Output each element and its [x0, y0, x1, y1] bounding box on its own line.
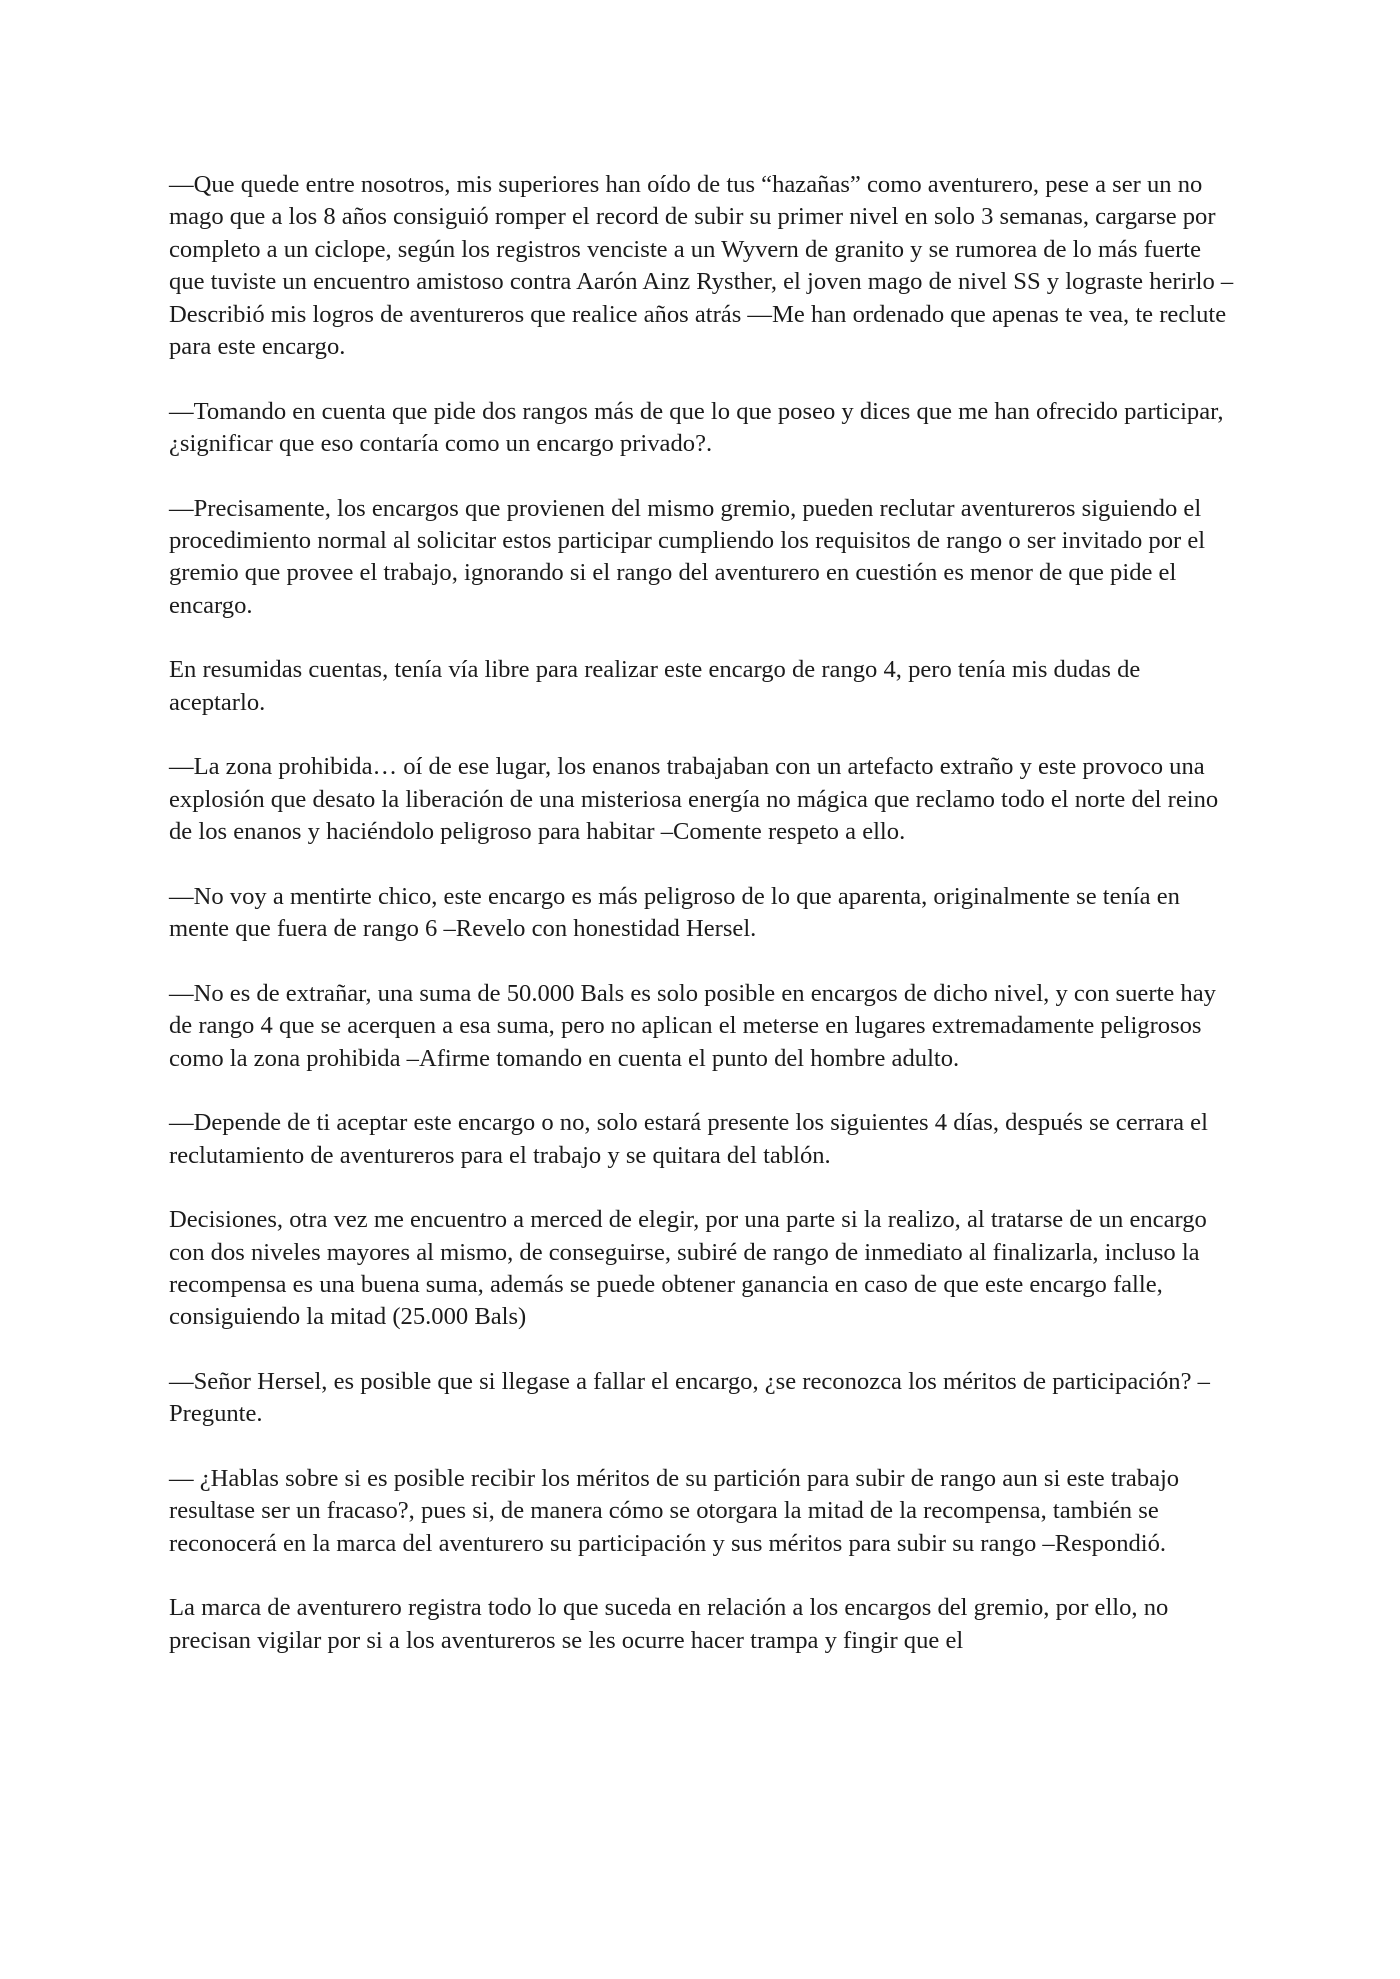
paragraph: —Señor Hersel, es posible que si llegase a fallar el encargo, ¿se reconozca los méritos de participación? –Pregunte. [169, 1368, 1210, 1428]
paragraph: En resumidas cuentas, tenía vía libre para realizar este encargo de rango 4, pero tenía mis dudas de aceptarlo. [169, 656, 1141, 716]
paragraph: —Tomando en cuenta que pide dos rangos más de que lo que poseo y dices que me han ofrecido participar, ¿significar que eso contaría como un encargo privado?. [169, 397, 1224, 458]
paragraph: —Que quede entre nosotros, mis superiores han oído de tus “hazañas” como aventurero, pese a ser un no mago que a los 8 años consiguió romper el record de subir su primer nivel en solo 3 semanas, cargarse por completo a un ciclope, según los registros venciste a un Wyvern de granito y se rumorea de lo más fuerte que tuviste un encuentro amistoso contra Aarón Ainz Rysther, el joven mago de nivel SS y lograste herirlo –Describió mis logros de aventureros que realice años atrás —Me han ordenado que apenas te vea, te reclute para este encargo. [169, 171, 1234, 361]
body-text [169, 169, 1239, 1657]
paragraph: — ¿Hablas sobre si es posible recibir los méritos de su partición para subir de rango aun si este trabajo resultase ser un fracaso?, pues si, de manera cómo se otorgara la mitad de la recompensa, también se reconocerá en la marca del aventurero su participación y sus méritos para subir su rango –Respondió. [169, 1465, 1180, 1557]
paragraph: —La zona prohibida… oí de ese lugar, los enanos trabajaban con un artefacto extraño y este provoco una explosión que desato la liberación de una misteriosa energía no mágica que reclamo todo el norte del reino de los enanos y haciéndolo peligroso para habitar –Comente respeto a ello. [169, 753, 1219, 846]
paragraph: Decisiones, otra vez me encuentro a merced de elegir, por una parte si la realizo, al tratarse de un encargo con dos niveles mayores al mismo, de conseguirse, subiré de rango de inmediato al finalizarla, incluso la recompensa es una buena suma, además se puede obtener ganancia en caso de que este encargo falle, consiguiendo la mitad (25.000 Bals) [169, 1206, 1207, 1331]
paragraph: —No voy a mentirte chico, este encargo es más peligroso de lo que aparenta, originalmente se tenía en mente que fuera de rango 6 –Revelo con honestidad Hersel. [169, 882, 1180, 943]
paragraph: —Depende de ti aceptar este encargo o no, solo estará presente los siguientes 4 días, después se cerrara el reclutamiento de aventureros para el trabajo y se quitara del tablón. [169, 1109, 1208, 1169]
paragraph: —No es de extrañar, una suma de 50.000 Bals es solo posible en encargos de dicho nivel, y con suerte hay de rango 4 que se acerquen a esa suma, pero no aplican el meterse en lugares extremadamente peligrosos como la zona prohibida –Afirme tomando en cuenta el punto del hombre adulto. [169, 979, 1216, 1072]
paragraph: —Precisamente, los encargos que provienen del mismo gremio, pueden reclutar aventureros siguiendo el procedimiento normal al solicitar estos participar cumpliendo los requisitos de rango o ser invitado por el gremio que provee el trabajo, ignorando si el rango del aventurero en cuestión es menor de que pide el encargo. [169, 494, 1206, 619]
paragraph: La marca de aventurero registra todo lo que suceda en relación a los encargos del gremio, por ello, no precisan vigilar por si a los aventureros se les ocurre hacer trampa y fingir que el [169, 1594, 1169, 1654]
